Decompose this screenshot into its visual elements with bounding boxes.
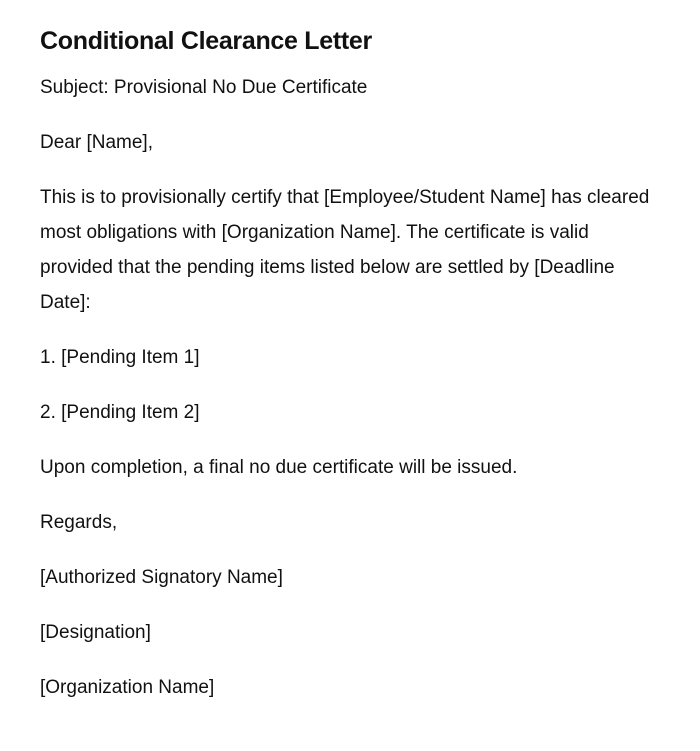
- letter-body: This is to provisionally certify that [Employee/Student Name] has cleared most obligations with [Organization Name]. The certificate is valid provided that the pending items listed below are settled by [Deadline Date]:: [40, 187, 650, 313]
- letter-subject: Subject: Provisional No Due Certificate: [40, 77, 368, 98]
- letter-page: [40, 24, 650, 705]
- pending-item-2: 2. [Pending Item 2]: [40, 402, 200, 423]
- regards: Regards,: [40, 512, 118, 533]
- letter-salutation: Dear [Name],: [40, 132, 153, 153]
- signatory-name: [Authorized Signatory Name]: [40, 567, 283, 588]
- closing-note: Upon completion, a final no due certificate will be issued.: [40, 457, 518, 478]
- letter-title: Conditional Clearance Letter: [40, 27, 372, 55]
- designation: [Designation]: [40, 622, 151, 643]
- organization-name: [Organization Name]: [40, 677, 215, 698]
- pending-item-1: 1. [Pending Item 1]: [40, 347, 200, 368]
